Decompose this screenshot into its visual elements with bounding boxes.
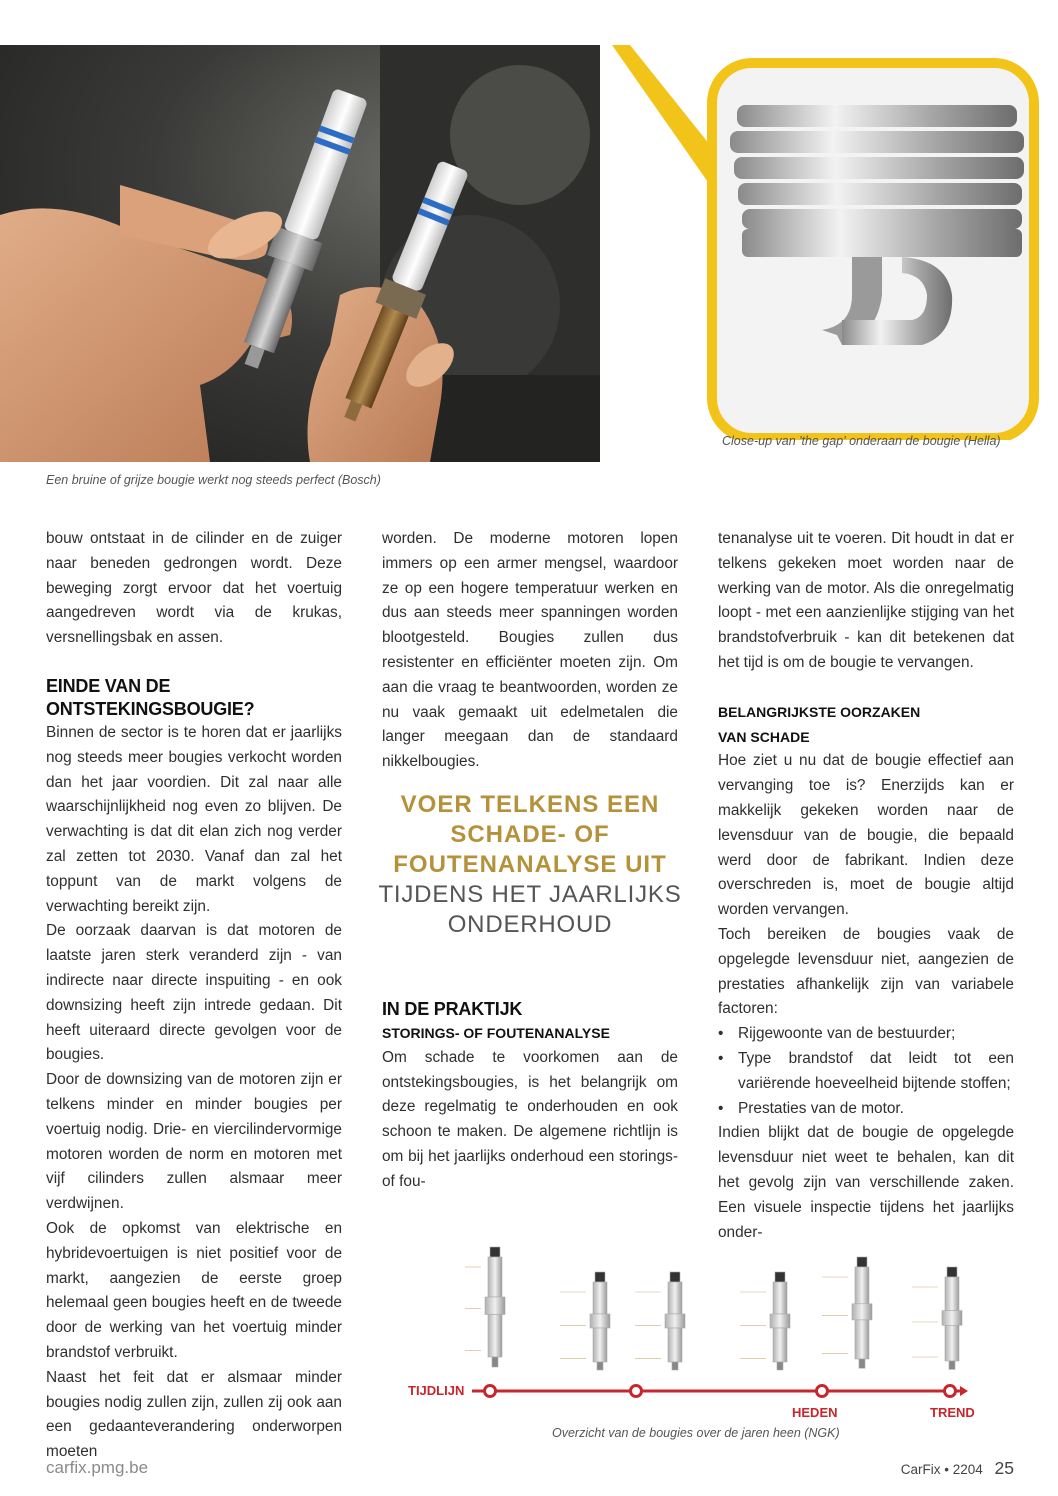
bullet-list	[718, 1022, 1014, 1121]
pull-quote	[378, 790, 682, 940]
paragraph: Indien blijkt dat de bougie de opgelegde levensduur niet weet te behalen, kan dit het gevolg zijn van verschillende zaken. Een visuele inspectie tijdens het jaarlijks onder-	[718, 1124, 1014, 1241]
pull-quote-light: TIJDENS HET JAARLIJKS ONDERHOUD	[378, 881, 682, 938]
photo-caption-closeup: Close-up van 'the gap' onderaan de bougie (Hella)	[722, 434, 1001, 448]
article-column-3	[718, 527, 1014, 1245]
paragraph: Naast het feit dat er alsmaar minder bougies nodig zullen zijn, zullen zij ook aan een gedaanteverandering onderworpen moeten	[46, 1368, 342, 1461]
paragraph: tenanalyse uit te voeren. Dit houdt in dat er telkens gekeken moet worden naar de werking van de motor. Als die onregelmatig loopt - met een aanzienlijke stijging van het brandstofverbruik - kan dit betekenen dat het tijd is om de bougie te vervangen.	[718, 530, 1014, 671]
paragraph: Hoe ziet u nu dat de bougie effectief aan vervanging toe is? Enerzijds kan er makkelijk gekeken worden naar de levensduur van de bougie, die bepaald werd door de fabrikant. Indien deze overschreden is, moet de bougie altijd worden vervangen.	[718, 752, 1014, 919]
spark-plug-illustration	[912, 1267, 962, 1369]
paragraph: Toch bereiken de bougies vaak de opgelegde levensduur niet, aangezien de prestaties afhankelijk zijn van variabele factoren:	[718, 925, 1014, 1018]
section-heading	[46, 675, 342, 721]
spark-plugs-photo	[0, 45, 600, 462]
heading-line-2: ONTSTEKINGSBOUGIE?	[46, 698, 255, 719]
photo-caption-main: Een bruine of grijze bougie werkt nog steeds perfect (Bosch)	[46, 473, 381, 487]
paragraph: Om schade te voorkomen aan de ontstekingsbougies, is het belangrijk om deze regelmatig te onderhouden en ook schoon te maken. De algemene richtlijn is om bij het jaarlijks onderhoud een storings- of fou-	[382, 1048, 678, 1190]
page-footer	[901, 1458, 1014, 1479]
timeline-illustration	[400, 1222, 995, 1422]
page-number: 25	[994, 1458, 1014, 1478]
spark-plug-illustration	[822, 1257, 872, 1368]
spark-plug-gap-closeup	[612, 45, 1058, 440]
paragraph: Door de downsizing van de motoren zijn er telkens minder en minder bougies per voertuig nodig. Drie- en viercilindervormige motoren worden de norm en motoren met vijf cilinders zullen alsmaar meer verdwijnen.	[46, 1071, 342, 1213]
article-column-2	[382, 527, 678, 775]
paragraph: Binnen de sector is te horen dat er jaarlijks nog steeds meer bougies verkocht worden dan het jaar voordien. Dit zal naar alle waarschijnlijkheid nog even zo blijven. De verwachting is dat dit elan zich nog verder zal zetten tot 2030. Vanaf dan zal het toppunt van de markt volgens de verwachting bereikt zijn.	[46, 723, 342, 915]
spark-plug-illustration	[465, 1247, 505, 1367]
heading-line-1: EINDE VAN DE	[46, 675, 171, 696]
article-column-1	[46, 527, 342, 1465]
diagram-caption: Overzicht van de bougies over de jaren heen (NGK)	[552, 1426, 840, 1440]
pull-quote-highlight: VOER TELKENS EEN SCHADE- OF FOUTENANALYSE UIT	[393, 791, 667, 878]
now-label: HEDEN	[792, 1405, 838, 1420]
section-subheading: STORINGS- OF FOUTENANALYSE	[382, 1025, 610, 1041]
list-item: • Rijgewoonte van de bestuurder;	[718, 1022, 1014, 1047]
website-link[interactable]: carfix.pmg.be	[46, 1458, 149, 1477]
spark-plug-illustration	[740, 1272, 790, 1370]
section-heading-line-1: BELANGRIJKSTE OORZAKEN	[718, 703, 921, 720]
list-item: • Prestaties van de motor.	[718, 1097, 1014, 1122]
timeline-label: TIJDLIJN	[408, 1383, 465, 1398]
closeup-illustration	[612, 45, 1058, 440]
paragraph: Ook de opkomst van elektrische en hybridevoertuigen is niet positief voor de markt, aangezien de eerste groep helemaal geen bougies heeft en de tweede door de werking van het voertuig minder brandstof verbruikt.	[46, 1219, 342, 1361]
article-column-2-continued	[382, 998, 678, 1195]
paragraph: worden. De moderne motoren lopen immers op een armer mengsel, waardoor ze op een hogere temperatuur werken en dus aan steeds meer spanningen worden blootgesteld. Bougies zullen dus resistenter en efficiënter moeten zijn. Om aan die vraag te beantwoorden, worden ze nu vaak gemaakt uit edelmetalen die langer meegaan dan de standaard nikkelbougies.	[382, 530, 678, 771]
spark-plug-timeline-diagram	[400, 1222, 995, 1422]
hands-holding-spark-plugs-illustration	[0, 45, 600, 462]
section-heading-line-2: VAN SCHADE	[718, 728, 810, 745]
paragraph: bouw ontstaat in de cilinder en de zuiger naar beneden gedrongen wordt. Deze beweging zorgt ervoor dat het voertuig aangedreven wordt via de krukas, versnellingsbak en assen.	[46, 530, 342, 647]
list-item: • Type brandstof dat leidt tot een variërende hoeveelheid bijtende stoffen;	[718, 1047, 1014, 1097]
spark-plug-illustration	[635, 1272, 685, 1370]
trend-label: TREND	[930, 1405, 975, 1420]
magazine-issue: CarFix • 2204	[900, 1462, 983, 1477]
spark-plug-illustration	[560, 1272, 610, 1370]
section-heading: IN DE PRAKTIJK	[382, 999, 523, 1019]
paragraph: De oorzaak daarvan is dat motoren de laatste jaren sterk veranderd zijn - van indirecte naar directe inspuiting - en ook downsizing heeft zijn intrede gedaan. Dit heeft uiteraard directe gevolgen voor de bougies.	[46, 922, 342, 1064]
